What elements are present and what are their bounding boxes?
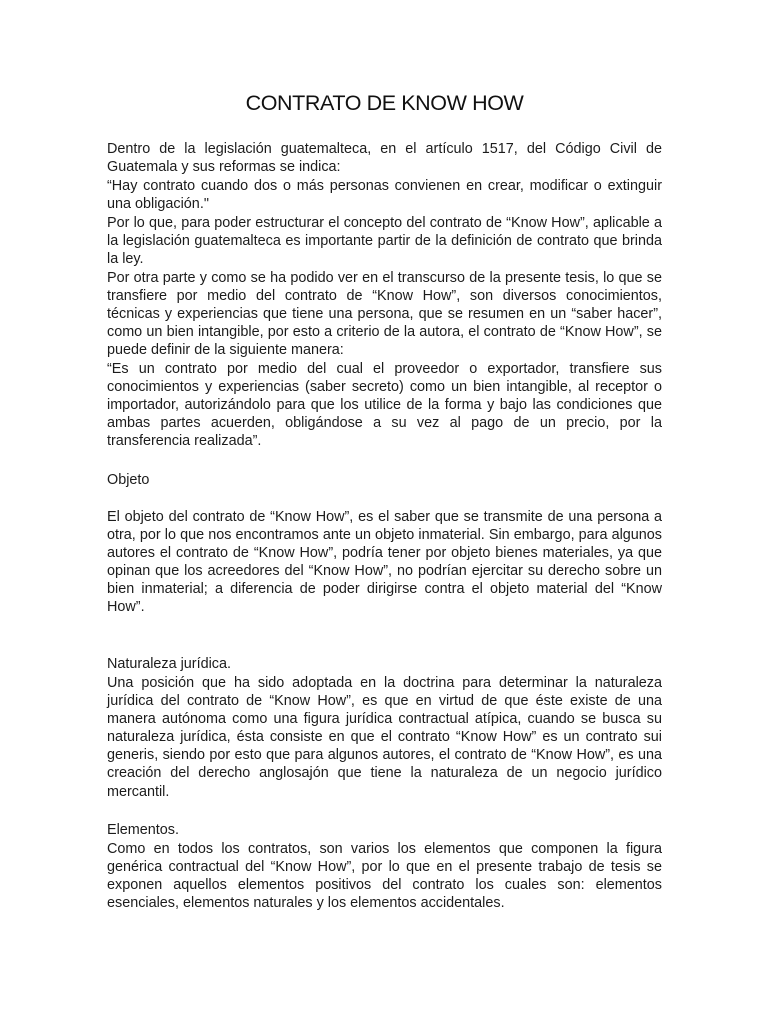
quote-author-definition: “Es un contrato por medio del cual el proveedor o exportador, transfiere sus conocimientos y experiencias (saber secreto) como un bien intangible, al receptor o importador, autorizándolo para que los utilice de la forma y bajo las condiciones que ambas partes acuerden, obligándose a su vez al pago de un precio, por la transferencia realizada”. [107, 361, 662, 450]
paragraph-transfer: Por otra parte y como se ha podido ver en el transcurso de la presente tesis, lo que se transfiere por medio del contrato de “Know How”, son diversos conocimientos, técnicas y experiencias que tiene una persona, que se resumen en un “saber hacer”, como un bien intangible, por esto a criterio de la autora, el contrato de “Know How”, se puede definir de la siguiente manera: [107, 270, 662, 359]
intro-paragraph: Dentro de la legislación guatemalteca, en el artículo 1517, del Código Civil de Guatemala y sus reformas se indica: [107, 141, 662, 176]
section-heading-objeto: Objeto [107, 472, 150, 488]
section-heading-elementos: Elementos. [107, 822, 179, 838]
elementos-paragraph: Como en todos los contratos, son varios los elementos que componen la figura genérica contractual del “Know How”, por lo que en el presente trabajo de tesis se exponen aquellos elementos positivos del contrato los cuales son: elementos esenciales, elementos naturales y los elementos accidentales. [107, 841, 662, 912]
paragraph-concept: Por lo que, para poder estructurar el concepto del contrato de “Know How”, aplicable a la legislación guatemalteca es importante partir de la definición de contrato que brinda la ley. [107, 215, 662, 268]
document-page [107, 0, 662, 1024]
document-title: CONTRATO DE KNOW HOW [245, 91, 524, 115]
section-heading-naturaleza: Naturaleza jurídica. [107, 656, 231, 672]
objeto-paragraph: El objeto del contrato de “Know How”, es el saber que se transmite de una persona a otra, por lo que nos encontramos ante un objeto inmaterial. Sin embargo, para algunos autores el contrato de “Know How”, podría tener por objeto bienes materiales, ya que opinan que los acreedores del “Know How”, no podrían ejercitar su derecho sobre un bien inmaterial; a diferencia de poder dirigirse contra el objeto material del “Know How”. [107, 509, 662, 616]
naturaleza-paragraph: Una posición que ha sido adoptada en la doctrina para determinar la naturaleza jurídica del contrato de “Know How”, es que en virtud de que éste existe de una manera autónoma como una figura jurídica contractual atípica, cuando se busca su naturaleza jurídica, ésta consiste en que el contrato “Know How” es un contrato sui generis, siendo por esto que para algunos autores, el contrato de “Know How”, es una creación del derecho anglosajón que tiene la naturaleza de un negocio jurídico mercantil. [107, 675, 662, 800]
quote-legal-definition: “Hay contrato cuando dos o más personas convienen en crear, modificar o extinguir una obligación." [107, 178, 662, 213]
